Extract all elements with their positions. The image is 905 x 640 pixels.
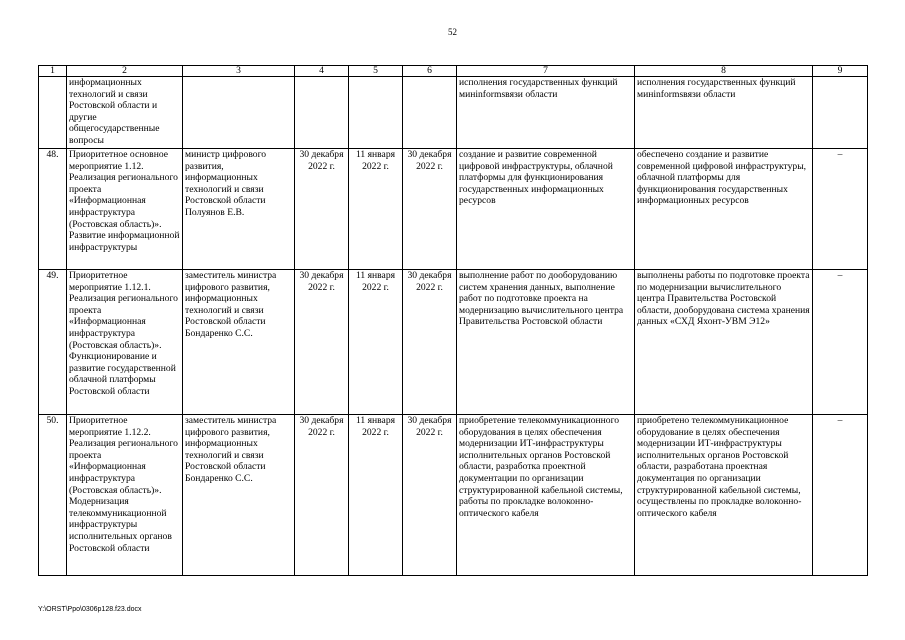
table-row (39, 270, 868, 415)
end-date-fact: 30 декабря 2022 г. (403, 270, 457, 415)
actual-result: выполнены работы по подготовке проекта по модернизации вычислительного центра Правительства Ростовской области, дооборудована система хранения данных «СХД Яхонт-УВМ Э12» (635, 270, 813, 415)
table-row (39, 415, 868, 576)
executor: заместитель министра цифрового развития, информационных технологий и связи Ростовской области Бондаренко С.С. (183, 270, 295, 415)
column-number: 4 (295, 66, 349, 77)
planned-result: приобретение телекоммуникационного оборудования в целях обеспечения модернизации ИТ-инфраструктуры исполнительных органов Ростовской области, разработка проектной документации по организации структурированной кабельной системы, работы по прокладке волоконно-оптического кабеля (457, 415, 635, 576)
end-date-plan: 11 января 2022 г. (349, 270, 403, 415)
page-number: 52 (448, 27, 457, 37)
row-number: 49. (39, 270, 67, 415)
file-path-footer: Y:\ORST\Ppo\0306p128.f23.docx (38, 606, 142, 613)
actual-result: приобретено телекоммуникационное оборудование в целях обеспечения модернизации ИТ-инфраструктуры исполнительных органов Ростовской области, разработана проектная документация по организации структурированной кабельной системы, осуществлены по прокладке волоконно-оптического кабеля (635, 415, 813, 576)
end-date-plan: 11 января 2022 г. (349, 415, 403, 576)
end-date-fact: 30 декабря 2022 г. (403, 149, 457, 270)
row-number: 48. (39, 149, 67, 270)
note: – (813, 149, 868, 270)
event-name: Приоритетное основное мероприятие 1.12. Реализация регионального проекта «Информационная инфраструктура (Ростовская область)». Развитие информационной инфраструктуры (67, 149, 183, 270)
end-date-plan: 11 января 2022 г. (349, 149, 403, 270)
planned-result: создание и развитие современной цифровой инфраструктуры, облачной платформы для функционирования государственных информационных ресурсов (457, 149, 635, 270)
note: – (813, 415, 868, 576)
note (813, 77, 868, 149)
start-date (295, 77, 349, 149)
end-date-fact: 30 декабря 2022 г. (403, 415, 457, 576)
column-number: 8 (635, 66, 813, 77)
column-number: 1 (39, 66, 67, 77)
table-row (39, 77, 868, 149)
executor: заместитель министра цифрового развития, информационных технологий и связи Ростовской области Бондаренко С.С. (183, 415, 295, 576)
column-number: 3 (183, 66, 295, 77)
start-date: 30 декабря 2022 г. (295, 149, 349, 270)
column-number: 7 (457, 66, 635, 77)
executor (183, 77, 295, 149)
event-name: информационных технологий и связи Ростовской области и другие общегосударственные вопросы (67, 77, 183, 149)
column-number: 2 (67, 66, 183, 77)
column-number: 5 (349, 66, 403, 77)
executor: министр цифрового развития, информационных технологий и связи Ростовской области Полуянов Е.В. (183, 149, 295, 270)
end-date-plan (349, 77, 403, 149)
column-number: 6 (403, 66, 457, 77)
column-number-row (39, 66, 868, 77)
start-date: 30 декабря 2022 г. (295, 270, 349, 415)
table-row (39, 149, 868, 270)
planned-result: исполнения государственных функций минinformsвязи области (457, 77, 635, 149)
actual-result: исполнения государственных функций минinformsвязи области (635, 77, 813, 149)
event-name: Приоритетное мероприятие 1.12.1. Реализация регионального проекта «Информационная инфраструктура (Ростовская область)». Функционирование и развитие государственной облачной платформы Ростовской области (67, 270, 183, 415)
report-table (38, 65, 868, 576)
start-date: 30 декабря 2022 г. (295, 415, 349, 576)
column-number: 9 (813, 66, 868, 77)
row-number (39, 77, 67, 149)
end-date-fact (403, 77, 457, 149)
actual-result: обеспечено создание и развитие современной цифровой инфраструктуры, облачной платформы для функционирования государственных информационных ресурсов (635, 149, 813, 270)
event-name: Приоритетное мероприятие 1.12.2. Реализация регионального проекта «Информационная инфраструктура (Ростовская область)». Модернизация телекоммуникационной инфраструктуры исполнительных органов Ростовской области (67, 415, 183, 576)
note: – (813, 270, 868, 415)
planned-result: выполнение работ по дооборудованию систем хранения данных, выполнение работ по подготовке проекта на модернизацию вычислительного центра Правительства Ростовской области (457, 270, 635, 415)
row-number: 50. (39, 415, 67, 576)
